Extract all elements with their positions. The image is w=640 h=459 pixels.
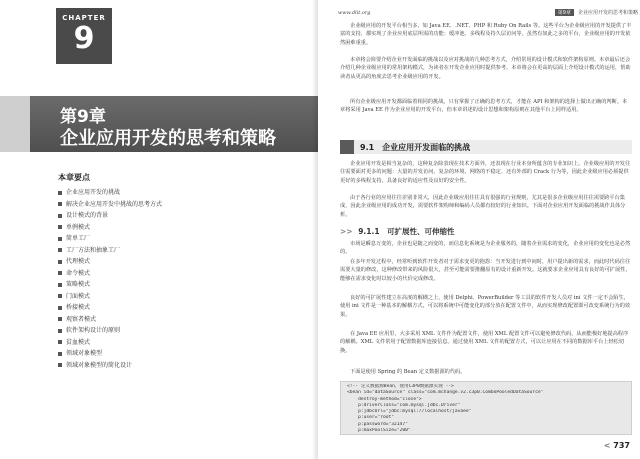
paragraph: 在多年开发过程中，经常听到软件开发者对于需求变更的抱怨：当开发进行到中间时，用户提出新的需求，而此时代码往往需要大量的修改，这种修改带来的风险很大，甚至可能需要推翻原有的设计重新开发。这就要求企业应用具有良好的可扩展性，能够在需求变化时以较小的代价完成修改。	[340, 259, 631, 282]
key-point-item	[58, 291, 258, 303]
key-point-label: 简单工厂	[66, 235, 91, 242]
title-strip-decoration	[0, 96, 30, 152]
key-point-item	[58, 302, 258, 314]
key-point-label: 工厂方法和抽象工厂	[66, 246, 121, 254]
right-page	[318, 0, 640, 459]
key-point-item	[58, 187, 258, 199]
square-bullet-icon	[58, 352, 62, 356]
key-point-item	[58, 199, 258, 211]
key-point-label: 企业应用开发的挑战	[66, 189, 121, 196]
paragraph: 市场是瞬息万变的，企业也是随之而变的，而信息化系统是为企业服务的，随着企业需求的变化，企业应用的变化也是必然的。	[340, 241, 631, 256]
subsection-number: 9.1.1	[358, 227, 380, 236]
square-bullet-icon	[58, 237, 62, 241]
site-url: www.dlit.org	[338, 10, 371, 16]
code-line: p:user="root"	[347, 415, 395, 421]
section-title-text: 企业应用开发面临的挑战	[382, 143, 471, 152]
section-heading	[340, 140, 632, 154]
key-point-item	[58, 256, 258, 268]
chapter-label: CHAPTER	[62, 14, 106, 22]
key-point-item	[58, 325, 258, 337]
key-point-label: 解决企业应用开发中挑战的思考方式	[66, 200, 163, 208]
chapter-title-band	[30, 96, 318, 152]
paragraph: 所有企业级应用开发都面临着相同的挑战，只有掌握了正确的思考方式，才能在 API 和架构的选择上做出正确的判断。本章将采用 Java EE 作为企业应用的开发平台，但本章讲述的设计思想和架构原则在其他平台上同样适用。	[340, 99, 628, 114]
key-point-item	[58, 314, 258, 326]
square-bullet-icon	[58, 294, 62, 298]
key-point-item	[58, 210, 258, 222]
chapter-key-points	[58, 172, 258, 371]
code-line: p:jdbcUrl="jdbc:mysql://localhost/javaee"	[347, 409, 472, 415]
key-point-label: 观察者模式	[66, 315, 97, 323]
key-point-item	[58, 348, 258, 360]
code-block	[340, 381, 632, 435]
paragraph: 企业级应用的开发平台相当多，如 Java EE、.NET、PHP 和 Ruby On Rails 等。这些平台为企业级应用的开发提供了丰富的支持，都实现了企业应用底层所需的功能：缓冲池、多线程及持久层访问等，虽然有如此之多的平台，企业级应用的开发依然困难重重。	[340, 23, 632, 46]
square-bullet-icon	[58, 202, 62, 206]
key-point-label: 桥接模式	[66, 304, 91, 311]
page-number	[604, 441, 630, 450]
square-bullet-icon	[58, 214, 62, 218]
section-number: 9.1	[360, 143, 375, 152]
key-point-item	[58, 245, 258, 257]
code-line: p:password="32147"	[347, 421, 408, 427]
square-bullet-icon	[58, 363, 62, 367]
paragraph: 企业应用开发是相当复杂的，这种复杂除表现在技术方面外，还表现在行业本身所蕴含的专业知识上。企业级应用的开发往往需要面对更多的问题：大量的并发访问、复杂的环境、网络的不稳定、还有外部的 Crack 行为等，因此企业级应用必须提供更好的多线程支持，具备良好的适应性及良好的安全性。	[340, 161, 631, 184]
key-point-label: 设计模式的背景	[66, 212, 109, 219]
code-line: <bean id="dataSource" class="com.mchange.v2.c3p0.ComboPooledDataSource"	[347, 390, 544, 396]
key-point-item	[58, 233, 258, 245]
key-point-label: 领域对象模型的简化设计	[66, 361, 133, 369]
header-chapter-title: 企业应用开发的思考和策略	[577, 10, 638, 16]
section-marker-icon	[340, 140, 354, 154]
subsection-title: 可扩展性、可伸缩性	[387, 227, 455, 236]
square-bullet-icon	[58, 248, 62, 252]
square-bullet-icon	[58, 225, 62, 229]
key-points-title: 本章要点	[58, 173, 90, 182]
section-title	[360, 142, 470, 153]
page-number-value: 737	[613, 441, 630, 450]
key-point-item	[58, 279, 258, 291]
paragraph: 良好的可扩展性建立在高度的解耦之上，使用 Delphi、PowerBuilder 等工具的软件开发人员对 ini 文件一定不会陌生，使用 ini 文件是一种基本的解耦方式，可以将系统中可能变化的部分放在配置文件中，从而实现修改配置即可改变系统行为的效果。	[340, 295, 631, 318]
square-bullet-icon	[58, 306, 62, 310]
square-bullet-icon	[58, 329, 62, 333]
chapter-badge	[56, 8, 112, 64]
code-line: p:driverClass="com.mysql.jdbc.Driver"	[347, 402, 461, 408]
code-line: <!-- 定义数据源Bean，使用C3P0数据源实现 -->	[347, 384, 454, 389]
key-point-label: 门面模式	[66, 292, 91, 300]
key-point-label: 软件架构设计的原则	[66, 327, 121, 334]
key-point-label: 贫血模式	[66, 338, 91, 346]
key-point-label: 单例模式	[66, 223, 91, 231]
chapter-title-line1: 第9章	[60, 107, 106, 127]
header-chapter	[555, 9, 638, 16]
key-point-item	[58, 360, 258, 372]
code-line: destroy-method="close">	[347, 396, 422, 402]
key-point-label: 代理模式	[66, 258, 91, 265]
key-point-item	[58, 222, 258, 234]
key-point-item	[58, 337, 258, 349]
square-bullet-icon	[58, 283, 62, 287]
double-arrow-icon: >>	[340, 227, 353, 236]
header-chapter-tag: 第9章	[555, 9, 574, 16]
square-bullet-icon	[58, 340, 62, 344]
running-header	[338, 8, 638, 18]
subsection-heading	[340, 226, 455, 237]
page-arrow-icon: <	[603, 441, 611, 450]
key-point-label: 策略模式	[66, 281, 91, 288]
chapter-number: 9	[73, 21, 95, 56]
square-bullet-icon	[58, 260, 62, 264]
chapter-title-line2: 企业应用开发的思考和策略	[60, 128, 276, 149]
square-bullet-icon	[58, 271, 62, 275]
key-point-label: 领域对象模型	[66, 350, 103, 357]
code-line: p:maxPoolSize="200"	[347, 428, 411, 434]
paragraph: 本章将会简要介绍企业开发面临的挑战以及应对挑战的几种思考方式，介绍常用的设计模式和软件架构原则。本章最后还会介绍几种企业级应用的常用架构模式，为读者在开发企业应用时提供参考。本章将会在更高的层面上介绍设计模式的运用，帮助读者从更高的角度去思考企业级应用的开发。	[340, 57, 631, 80]
paragraph: 由于各行业的应用往往差别非常大，因此企业级应用往往具有很强的行业规则，尤其是很多企业级应用往往需要跨平台集成，因此企业级应用的成功开发，需要软件架构师和编码人员都有较好的行业知识。下面对企业应用开发面临的挑战作具体分析。	[340, 195, 626, 218]
paragraph: 在 Java EE 应用里，大多采用 XML 文件作为配置文件，使用 XML 配置文件可以避免修改代码，从而能极好地提高程序的解耦。XML 文件常用于配置数据库连接信息。通过使用 XML 文件的配置方式，可以让应用在不同的数据库平台上轻松切换。	[340, 331, 629, 354]
square-bullet-icon	[58, 191, 62, 195]
left-page	[0, 0, 318, 459]
key-points-list	[58, 187, 258, 371]
key-point-item	[58, 268, 258, 280]
square-bullet-icon	[58, 317, 62, 321]
paragraph: 下面是使用 Spring 的 Bean 定义数据源的代码。	[350, 369, 466, 375]
key-point-label: 命令模式	[66, 269, 91, 277]
